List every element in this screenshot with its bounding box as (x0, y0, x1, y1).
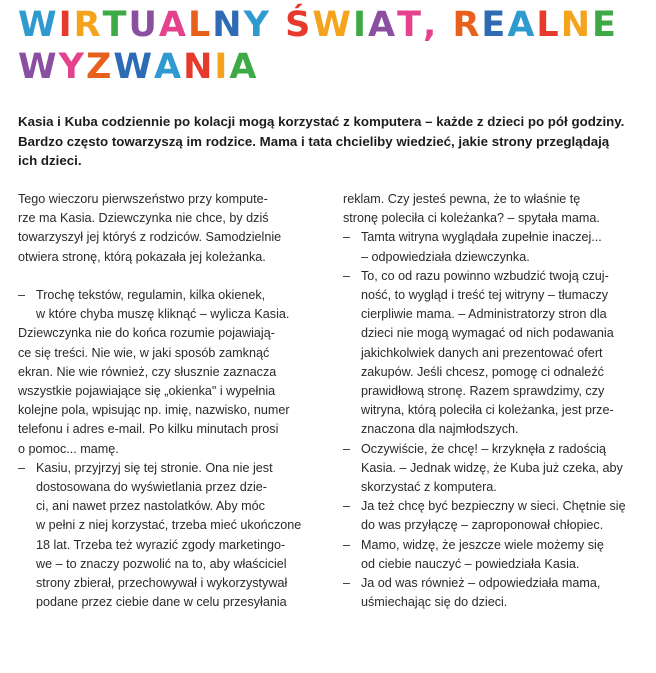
text-line: podane przez ciebie dane w celu przesyłania (36, 595, 287, 610)
title-letter: A (158, 5, 188, 45)
paragraph-gap (18, 267, 326, 286)
left-column (18, 190, 326, 612)
text-line: cierpliwie mama. – Administratorzy stron dla (361, 307, 607, 322)
text-line: we – to znaczy pozwolić na to, aby właściciel (36, 556, 287, 571)
text-line: rze ma Kasia. Dziewczynka nie chce, by dziś (18, 211, 269, 226)
dialog-dash: – (18, 288, 26, 302)
text-line: dostosowana do wyświetlania przez dzie- (36, 480, 268, 495)
title-letter (438, 4, 452, 46)
text-line (343, 228, 648, 247)
text-line (343, 440, 648, 459)
text-content: Trochę tekstów, regulamin, kilka okienek, (36, 288, 266, 302)
lead-line: ich dzieci. (18, 153, 82, 168)
text-line (18, 286, 326, 305)
dialog-entry (343, 536, 648, 574)
text-content: Mamo, widzę, że jeszcze wiele możemy się (361, 537, 604, 552)
dialog-entry (18, 459, 326, 613)
text-line (343, 574, 648, 593)
paragraph (343, 190, 648, 228)
text-line (343, 536, 648, 555)
paragraph (18, 190, 326, 267)
text-line (18, 459, 326, 478)
text-line: ci, ani nawet przez nastolatków. Aby móc (36, 499, 265, 514)
lead-line: Kasia i Kuba codziennie po kolacji mogą korzystać z komputera – każde z dzieci po pół godziny. (18, 114, 625, 129)
dialog-dash: – (343, 441, 351, 456)
text-line: strony zbierał, przechowywał i wykorzystywał (36, 576, 288, 591)
text-line: Dziewczynka nie do końca rozumie pojawiają- (18, 326, 275, 341)
text-line: Kasia. – Jednak widzę, że Kuba już czeka, aby (361, 460, 623, 475)
dialog-entry (18, 286, 326, 324)
title-letter: R (452, 5, 482, 45)
title-letter: U (128, 5, 159, 45)
dialog-dash: – (343, 537, 351, 552)
dialog-entry (343, 267, 648, 440)
dialog-dash: – (343, 576, 351, 591)
dialog-entry (343, 440, 648, 498)
text-line: od ciebie nauczyć – powiedziała Kasia. (361, 556, 580, 571)
text-line: – odpowiedziała dziewczynka. (361, 249, 530, 264)
text-content: Ja od was również – odpowiedziała mama, (361, 576, 601, 591)
dialog-dash: – (343, 268, 351, 283)
text-line: ekran. Nie wie również, czy słusznie zaznacza (18, 364, 277, 379)
title-letter: E (481, 5, 508, 45)
text-line: telefonu i adres e-mail. Po kilku minutach prosi (18, 422, 279, 437)
text-line: stronę poleciła ci koleżanka? – spytała mama. (343, 211, 600, 226)
dialog-dash: – (343, 230, 351, 245)
title-letter: T (102, 5, 129, 45)
text-line: w pełni z niej korzystać, trzeba mieć ukończone (36, 518, 302, 533)
text-content: Ja też chcę być bezpieczny w sieci. Chętnie się (361, 499, 626, 514)
title-letter: N (560, 5, 593, 45)
text-line: kolejne pola, wpisując np. imię, nazwisko, numer (18, 403, 290, 418)
text-line: otwiera stronę, którą pokazała jej koleżanka. (18, 249, 266, 264)
title-line (18, 4, 618, 46)
paragraph (18, 324, 326, 458)
text-line: towarzyszył jej któryś z rodziców. Samodzielnie (18, 230, 282, 245)
title-letter: I (214, 47, 230, 87)
lead-paragraph (18, 112, 642, 171)
text-line: 18 lat. Trzeba też wyrazić zgody marketingo- (36, 537, 286, 552)
text-line: dzieci nie mogą wymagać od nich podawania (361, 326, 614, 341)
title-letter: T (397, 5, 423, 45)
title-letter: W (312, 5, 353, 45)
text-line: wszystkie pojawiające się „okienka" i wypełnia (18, 384, 276, 399)
lead-line: Bardzo często towarzyszą im rodzice. Mama i tata chcieliby wiedzieć, jakie strony przeglądają (18, 133, 610, 149)
title-letter: W (18, 47, 59, 87)
text-line: do was przyłączę – zaproponował chłopiec. (361, 518, 604, 533)
title-letter: Ś (285, 5, 313, 45)
text-line: uśmiechając się do dzieci. (361, 595, 508, 610)
text-line: Tego wieczoru pierwszeństwo przy kompute- (18, 192, 268, 206)
dialog-dash: – (18, 460, 26, 475)
page-title (18, 4, 618, 88)
text-line: reklam. Czy jesteś pewna, że to właśnie tę (343, 192, 581, 206)
dialog-dash: – (343, 499, 351, 514)
text-line: prawidłową stronę. Razem sprawdzimy, czy (361, 384, 605, 399)
title-letter: A (153, 47, 184, 87)
title-letter: A (368, 5, 398, 45)
title-letter: I (58, 5, 74, 45)
title-letter (271, 4, 285, 46)
title-letter: N (212, 5, 244, 45)
dialog-entry (343, 497, 648, 535)
text-line: ce się treści. Nie wie, w jaki sposób zamknąć (18, 345, 270, 360)
text-line: skorzystać z komputera. (361, 480, 497, 495)
title-letter: A (229, 47, 259, 87)
text-content: Oczywiście, że chcę! – krzyknęła z radością (361, 441, 606, 456)
title-letter: W (113, 47, 154, 87)
title-letter: R (73, 5, 103, 45)
right-column (343, 190, 648, 612)
title-letter: I (352, 5, 368, 45)
text-content: To, co od razu powinno wzbudzić twoją czuj- (361, 268, 609, 283)
title-letter: A (507, 5, 537, 45)
title-letter: E (592, 5, 618, 45)
title-letter: Z (85, 47, 114, 87)
text-line: o pomoc... mamę. (18, 441, 119, 456)
dialog-entry (343, 228, 648, 266)
title-letter: Y (58, 47, 86, 87)
dialog-entry (343, 574, 648, 612)
title-letter: Y (243, 5, 271, 45)
title-line (18, 46, 618, 88)
text-line: witryna, którą poleciła ci koleżanka, jest prze- (361, 403, 614, 418)
title-letter: L (187, 5, 213, 45)
text-line: jakichkolwiek danych ani prezentować ofert (361, 345, 603, 360)
text-line: ność, to wygląd i treść tej witryny – tłumaczy (361, 288, 609, 303)
text-content: Kasiu, przyjrzyj się tej stronie. Ona nie jest (36, 460, 273, 475)
text-line: zakupów. Jeśli chcesz, pomogę ci odnaleźć (361, 364, 604, 379)
title-letter: L (536, 5, 561, 45)
text-line: znaczona dla najmłodszych. (361, 422, 519, 437)
text-line (343, 497, 648, 516)
text-line (343, 267, 648, 286)
text-line: w które chyba muszę kliknąć – wylicza Kasia. (36, 307, 290, 322)
text-content: Tamta witryna wyglądała zupełnie inaczej... (361, 230, 602, 245)
title-letter: , (422, 5, 439, 45)
title-letter: W (18, 5, 59, 45)
title-letter: N (183, 47, 215, 87)
